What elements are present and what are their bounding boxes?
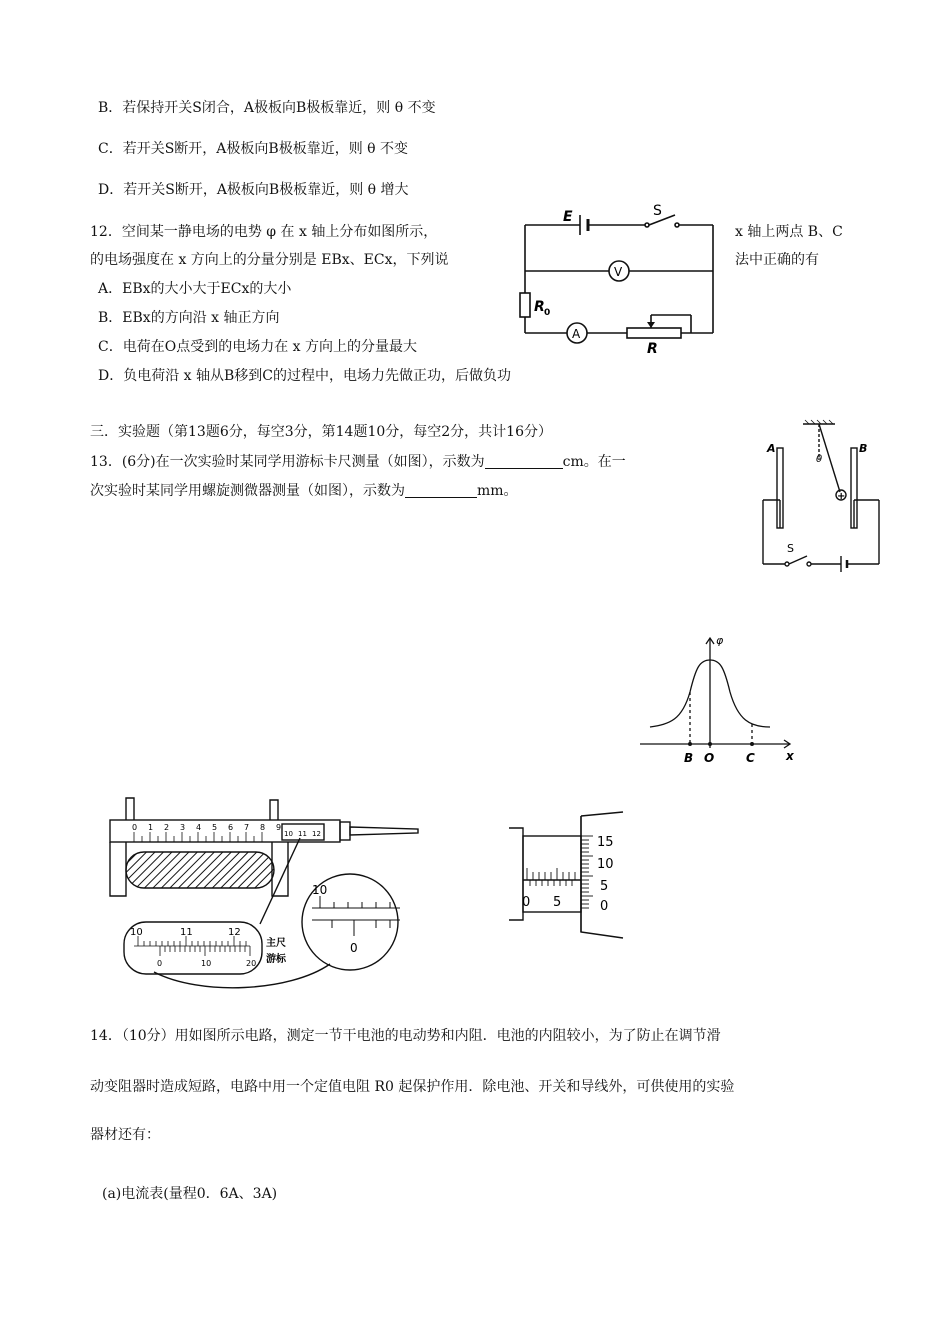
capacitor-label-a: A: [767, 442, 776, 455]
circuit-diagram: [515, 203, 725, 357]
q12-stem-3: 的电场强度在 x 方向上的分量分别是 EBx、ECx，下列说: [90, 252, 449, 268]
micrometer-sleeve-label: 5: [553, 895, 562, 910]
circuit-label-a: A: [572, 327, 581, 341]
caliper-main-label: 1: [148, 823, 154, 832]
q14-line-1: 14．（10分）用如图所示电路，测定一节干电池的电动势和内阻．电池的内阻较小，为了防止在调节滑: [90, 1028, 721, 1044]
circuit-label-s: S: [653, 203, 662, 219]
q12-option-b: B．EBx的方向沿 x 轴正方向: [98, 310, 280, 326]
graph-label-o: O: [704, 751, 715, 765]
capacitor-diagram: [755, 420, 885, 570]
micrometer: [505, 808, 635, 943]
caliper-main-label: 7: [244, 823, 250, 832]
caliper-main-label: 5: [212, 823, 218, 832]
caliper-main-label: 0: [132, 823, 138, 832]
caliper-main-label: 2: [164, 823, 170, 832]
capacitor-label-s: S: [787, 542, 794, 555]
caliper-label-vernier: 游标: [266, 954, 286, 965]
q11-option-d: D．若开关S断开，A极板向B极板靠近，则 θ 增大: [98, 182, 409, 198]
capacitor-label-theta: θ: [816, 454, 823, 465]
micrometer-sleeve-label: 0: [522, 895, 531, 910]
caliper-vernier-small-label: 12: [312, 830, 321, 838]
q12-stem-2: x 轴上两点 B、C: [735, 224, 843, 240]
circuit-label-v: V: [614, 265, 623, 279]
caliper-label-main-scale: 主尺: [266, 938, 286, 949]
capacitor-label-b: B: [859, 442, 868, 455]
micrometer-thimble-label: 15: [597, 835, 614, 850]
potential-graph: [630, 632, 800, 767]
q13-unit-1: cm。在一: [562, 454, 626, 470]
micrometer-thimble-label: 5: [600, 879, 609, 894]
circuit-label-r0-sub: 0: [544, 308, 551, 318]
caliper-main-labels: [132, 823, 321, 838]
caliper-main-label: 9: [276, 823, 282, 832]
q13-blank-2[interactable]: [405, 481, 477, 498]
circuit-label-e: E: [563, 209, 573, 225]
graph-label-c: C: [746, 751, 755, 765]
caliper-main-label: 3: [180, 823, 186, 832]
q13-unit-2: mm。: [477, 483, 518, 499]
q13-line-2: [90, 481, 518, 501]
q12-stem-1: 12．空间某一静电场的电势 φ 在 x 轴上分布如图所示，: [90, 224, 438, 240]
caliper-magnifier-bottom-label: 0: [350, 941, 358, 955]
capacitor-label-plus: +: [837, 491, 846, 502]
q14-line-2: 动变阻器时造成短路，电路中用一个定值电阻 R0 起保护作用．除电池、开关和导线外，可供使用的实验: [90, 1079, 735, 1095]
section-3-heading: 三．实验题（第13题6分，每空3分，第14题10分，每空2分，共计16分）: [90, 424, 552, 440]
caliper-zoom-vernier-label: 20: [246, 959, 257, 968]
caliper-zoom-main-label: 10: [130, 927, 143, 938]
q12-option-c: C．电荷在O点受到的电场力在 x 方向上的分量最大: [98, 339, 417, 355]
graph-label-x: x: [786, 749, 794, 763]
micrometer-thimble-label: 0: [600, 899, 609, 914]
q12-option-a: A．EBx的大小大于ECx的大小: [98, 281, 292, 297]
circuit-label-r: R: [647, 341, 658, 357]
q14-line-3: 器材还有：: [90, 1127, 160, 1143]
q14-item-a: (a)电流表(量程0．6A、3A): [102, 1186, 278, 1202]
caliper-zoom-main-label: 12: [228, 927, 241, 938]
graph-label-b: B: [684, 751, 694, 765]
micrometer-thimble-label: 10: [597, 857, 614, 872]
caliper-vernier-small-label: 11: [298, 830, 307, 838]
caliper-main-label: 6: [228, 823, 234, 832]
q13-text-1: 13．(6分)在一次实验时某同学用游标卡尺测量（如图），示数为: [90, 454, 485, 470]
caliper-main-label: 4: [196, 823, 202, 832]
q13-text-2: 次实验时某同学用螺旋测微器测量（如图），示数为: [90, 483, 405, 499]
caliper-main-ticks: [134, 832, 262, 842]
q12-stem-4: 法中正确的有: [735, 252, 819, 268]
caliper-vernier-small-label: 10: [284, 830, 293, 838]
caliper-main-label: 8: [260, 823, 266, 832]
q12-option-d: D．负电荷沿 x 轴从B移到C的过程中，电场力先做正功，后做负功: [98, 368, 512, 384]
caliper-zoom-vernier-label: 10: [201, 959, 212, 968]
q13-blank-1[interactable]: [485, 452, 563, 469]
q11-option-b: B．若保持开关S闭合，A极板向B极板靠近，则 θ 不变: [98, 100, 436, 116]
caliper-zoom-vernier-label: 0: [157, 959, 163, 968]
caliper-zoom-main-label: 11: [180, 927, 193, 938]
circuit-label-r0: R: [534, 299, 545, 315]
q13-line-1: [90, 452, 626, 472]
vernier-caliper: [100, 796, 430, 986]
caliper-magnifier-top-label: 10: [312, 883, 328, 897]
graph-label-phi: φ: [716, 634, 724, 647]
q11-option-c: C．若开关S断开，A极板向B极板靠近，则 θ 不变: [98, 141, 409, 157]
